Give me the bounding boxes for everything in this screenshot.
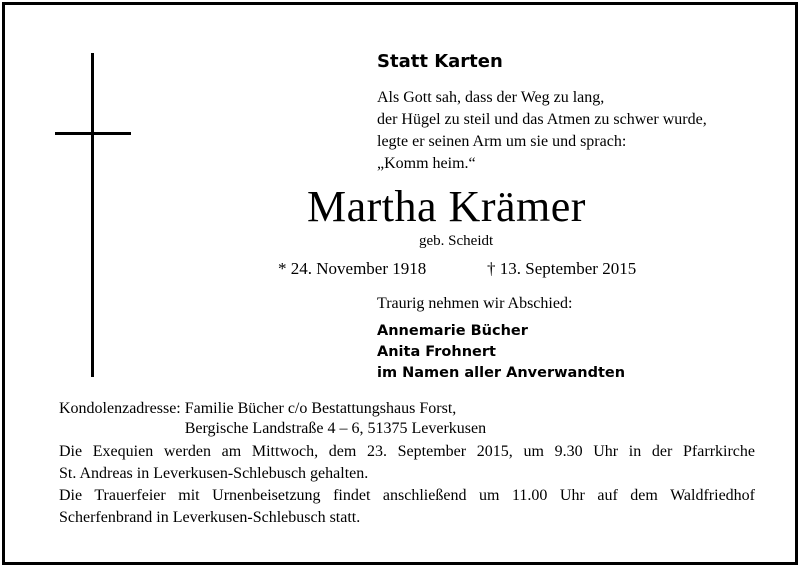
service-notice [59, 441, 755, 529]
heading: Statt Karten [377, 51, 503, 72]
birth-date: * 24. November 1918 [278, 259, 427, 278]
address-line: Familie Bücher c/o Bestattungshaus Forst, [184, 400, 457, 417]
mourners-list [377, 321, 625, 384]
mourner: Annemarie Bücher [377, 323, 528, 339]
condolence-address [59, 399, 486, 439]
death-date: † 13. September 2015 [487, 259, 637, 278]
poem [377, 87, 707, 175]
condolence-label: Kondolenzadresse: [59, 400, 181, 417]
notice-line: Die Trauerfeier mit Urnenbeisetzung findet anschließend um 11.00 Uhr auf dem Waldfriedhof [59, 487, 755, 504]
cross-horizontal-bar [55, 132, 131, 135]
poem-line: der Hügel zu steil und das Atmen zu schwer wurde, [377, 111, 707, 128]
mourning-intro: Traurig nehmen wir Abschied: [377, 295, 573, 312]
cross-vertical-bar [91, 53, 94, 377]
poem-line: Als Gott sah, dass der Weg zu lang, [377, 89, 605, 106]
notice-line: Die Exequien werden am Mittwoch, dem 23. September 2015, um 9.30 Uhr in der Pfarrkirche [59, 443, 755, 460]
mourner: Anita Frohnert [377, 344, 496, 360]
birth-name: geb. Scheidt [419, 233, 494, 249]
mourner: im Namen aller Anverwandten [377, 365, 626, 381]
poem-line: legte er seinen Arm um sie und sprach: [377, 133, 627, 150]
obituary-card [2, 2, 798, 565]
notice-line: Scherfenbrand in Leverkusen-Schlebusch statt. [59, 509, 361, 526]
deceased-name: Martha Krämer [307, 182, 586, 231]
condolence-lines [185, 399, 486, 439]
poem-line: „Komm heim.“ [377, 155, 476, 172]
address-line: Bergische Landstraße 4 – 6, 51375 Leverkusen [184, 420, 487, 437]
notice-line: St. Andreas in Leverkusen-Schlebusch gehalten. [59, 465, 369, 482]
